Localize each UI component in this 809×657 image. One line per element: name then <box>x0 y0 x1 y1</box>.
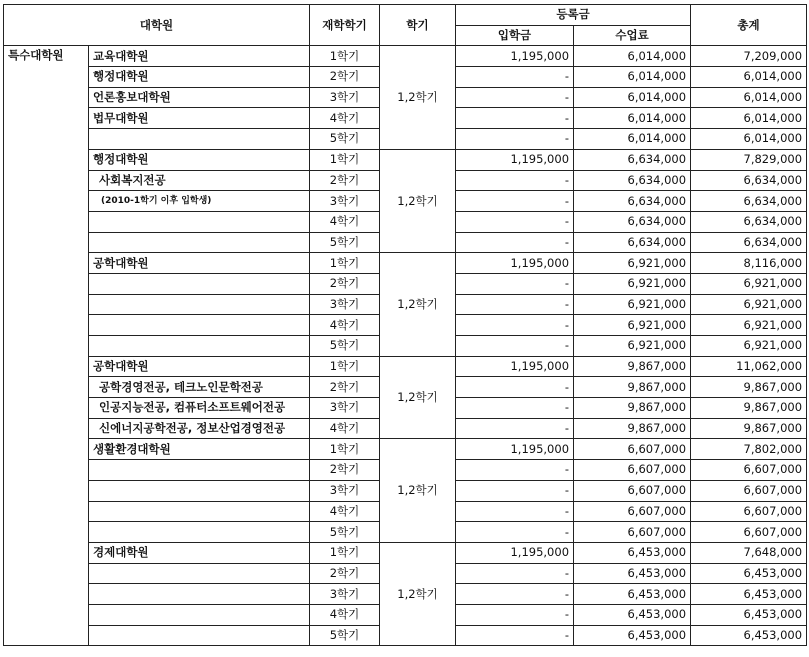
admission-cell: 1,195,000 <box>456 356 574 377</box>
group-label <box>89 501 310 522</box>
header-enrolled: 재학학기 <box>310 5 380 46</box>
table-row <box>4 46 807 67</box>
total-cell: 6,453,000 <box>691 584 807 605</box>
admission-cell: - <box>456 273 574 294</box>
tuition-cell: 6,453,000 <box>574 563 691 584</box>
tuition-cell: 9,867,000 <box>574 377 691 398</box>
admission-cell: 1,195,000 <box>456 253 574 274</box>
group-label: 사회복지전공 <box>89 170 310 191</box>
term-cell: 4학기 <box>310 108 380 129</box>
term-cell: 2학기 <box>310 460 380 481</box>
admission-cell: - <box>456 501 574 522</box>
tuition-cell: 6,634,000 <box>574 232 691 253</box>
term-cell: 3학기 <box>310 191 380 212</box>
tuition-table <box>3 4 807 646</box>
term-cell: 4학기 <box>310 604 380 625</box>
header-admission: 입학금 <box>456 25 574 46</box>
tuition-cell: 6,634,000 <box>574 211 691 232</box>
total-cell: 7,802,000 <box>691 439 807 460</box>
admission-cell: - <box>456 315 574 336</box>
tuition-cell: 6,921,000 <box>574 273 691 294</box>
total-cell: 6,453,000 <box>691 563 807 584</box>
term-cell: 1학기 <box>310 46 380 67</box>
total-cell: 6,921,000 <box>691 273 807 294</box>
term-cell: 2학기 <box>310 67 380 88</box>
admission-cell: - <box>456 377 574 398</box>
group-label: 공학경영전공, 테크노인문학전공 <box>89 377 310 398</box>
admission-cell: - <box>456 108 574 129</box>
term-cell: 1학기 <box>310 149 380 170</box>
term-cell: 5학기 <box>310 232 380 253</box>
tuition-cell: 6,607,000 <box>574 439 691 460</box>
tuition-cell: 6,453,000 <box>574 625 691 646</box>
total-cell: 6,014,000 <box>691 129 807 150</box>
total-cell: 11,062,000 <box>691 356 807 377</box>
tuition-cell: 6,607,000 <box>574 501 691 522</box>
tuition-cell: 6,921,000 <box>574 253 691 274</box>
tuition-cell: 6,634,000 <box>574 191 691 212</box>
term-cell: 2학기 <box>310 377 380 398</box>
semester-note: 1,2학기 <box>380 149 456 252</box>
total-cell: 6,921,000 <box>691 294 807 315</box>
tuition-cell: 6,014,000 <box>574 129 691 150</box>
total-cell: 6,634,000 <box>691 191 807 212</box>
term-cell: 4학기 <box>310 418 380 439</box>
tuition-cell: 6,014,000 <box>574 108 691 129</box>
term-cell: 2학기 <box>310 273 380 294</box>
tuition-cell: 9,867,000 <box>574 418 691 439</box>
total-cell: 6,453,000 <box>691 625 807 646</box>
total-cell: 6,607,000 <box>691 522 807 543</box>
table-row <box>4 439 807 460</box>
term-cell: 4학기 <box>310 315 380 336</box>
term-cell: 2학기 <box>310 170 380 191</box>
table-row <box>4 253 807 274</box>
term-cell: 1학기 <box>310 253 380 274</box>
term-cell: 5학기 <box>310 336 380 357</box>
total-cell: 6,014,000 <box>691 67 807 88</box>
group-label: (2010-1학기 이후 입학생) <box>89 191 310 212</box>
tuition-cell: 6,453,000 <box>574 542 691 563</box>
admission-cell: 1,195,000 <box>456 46 574 67</box>
tuition-cell: 6,607,000 <box>574 480 691 501</box>
term-cell: 3학기 <box>310 398 380 419</box>
term-cell: 2학기 <box>310 563 380 584</box>
group-label <box>89 315 310 336</box>
admission-cell: 1,195,000 <box>456 542 574 563</box>
group-label: 언론홍보대학원 <box>89 87 310 108</box>
term-cell: 5학기 <box>310 129 380 150</box>
admission-cell: - <box>456 170 574 191</box>
admission-cell: - <box>456 129 574 150</box>
table-row <box>4 542 807 563</box>
admission-cell: - <box>456 625 574 646</box>
tuition-cell: 6,607,000 <box>574 522 691 543</box>
admission-cell: - <box>456 191 574 212</box>
total-cell: 9,867,000 <box>691 418 807 439</box>
group-label <box>89 211 310 232</box>
semester-note: 1,2학기 <box>380 439 456 542</box>
semester-note: 1,2학기 <box>380 46 456 149</box>
total-cell: 6,921,000 <box>691 336 807 357</box>
term-cell: 3학기 <box>310 584 380 605</box>
total-cell: 6,634,000 <box>691 170 807 191</box>
total-cell: 6,014,000 <box>691 108 807 129</box>
total-cell: 7,648,000 <box>691 542 807 563</box>
admission-cell: - <box>456 87 574 108</box>
admission-cell: - <box>456 604 574 625</box>
group-label <box>89 460 310 481</box>
term-cell: 1학기 <box>310 439 380 460</box>
header-semester: 학기 <box>380 5 456 46</box>
group-label <box>89 129 310 150</box>
group-label: 법무대학원 <box>89 108 310 129</box>
tuition-cell: 6,921,000 <box>574 315 691 336</box>
admission-cell: - <box>456 398 574 419</box>
total-cell: 7,209,000 <box>691 46 807 67</box>
group-label <box>89 625 310 646</box>
tuition-cell: 6,014,000 <box>574 67 691 88</box>
tuition-cell: 6,607,000 <box>574 460 691 481</box>
term-cell: 3학기 <box>310 480 380 501</box>
tuition-cell: 6,921,000 <box>574 336 691 357</box>
total-cell: 6,634,000 <box>691 211 807 232</box>
term-cell: 4학기 <box>310 211 380 232</box>
group-label <box>89 232 310 253</box>
header-fee: 등록금 <box>456 5 691 26</box>
group-label: 행정대학원 <box>89 149 310 170</box>
group-label: 경제대학원 <box>89 542 310 563</box>
tuition-cell: 9,867,000 <box>574 356 691 377</box>
table-row <box>4 149 807 170</box>
header-tuition: 수업료 <box>574 25 691 46</box>
total-cell: 6,014,000 <box>691 87 807 108</box>
tuition-cell: 6,453,000 <box>574 604 691 625</box>
admission-cell: - <box>456 522 574 543</box>
total-cell: 6,921,000 <box>691 315 807 336</box>
group-label: 공학대학원 <box>89 253 310 274</box>
semester-note: 1,2학기 <box>380 253 456 356</box>
group-label <box>89 336 310 357</box>
group-label: 교육대학원 <box>89 46 310 67</box>
header-total: 총계 <box>691 5 807 46</box>
term-cell: 3학기 <box>310 294 380 315</box>
group-label <box>89 480 310 501</box>
group-label: 신에너지공학전공, 정보산업경영전공 <box>89 418 310 439</box>
total-cell: 9,867,000 <box>691 398 807 419</box>
tuition-cell: 6,634,000 <box>574 149 691 170</box>
admission-cell: - <box>456 480 574 501</box>
total-cell: 7,829,000 <box>691 149 807 170</box>
group-label <box>89 584 310 605</box>
admission-cell: - <box>456 211 574 232</box>
group-label <box>89 604 310 625</box>
admission-cell: - <box>456 584 574 605</box>
term-cell: 1학기 <box>310 542 380 563</box>
total-cell: 6,607,000 <box>691 501 807 522</box>
admission-cell: - <box>456 294 574 315</box>
admission-cell: - <box>456 563 574 584</box>
group-label <box>89 522 310 543</box>
admission-cell: - <box>456 232 574 253</box>
term-cell: 1학기 <box>310 356 380 377</box>
total-cell: 6,607,000 <box>691 460 807 481</box>
tuition-cell: 9,867,000 <box>574 398 691 419</box>
tuition-cell: 6,921,000 <box>574 294 691 315</box>
tuition-cell: 6,453,000 <box>574 584 691 605</box>
table-row <box>4 356 807 377</box>
tuition-cell: 6,634,000 <box>574 170 691 191</box>
term-cell: 5학기 <box>310 522 380 543</box>
admission-cell: 1,195,000 <box>456 439 574 460</box>
category-cell: 특수대학원 <box>4 46 89 646</box>
total-cell: 8,116,000 <box>691 253 807 274</box>
group-label: 공학대학원 <box>89 356 310 377</box>
total-cell: 6,607,000 <box>691 480 807 501</box>
group-label <box>89 563 310 584</box>
total-cell: 6,453,000 <box>691 604 807 625</box>
total-cell: 9,867,000 <box>691 377 807 398</box>
admission-cell: - <box>456 460 574 481</box>
semester-note: 1,2학기 <box>380 542 456 645</box>
group-label: 생활환경대학원 <box>89 439 310 460</box>
tuition-cell: 6,014,000 <box>574 46 691 67</box>
admission-cell: - <box>456 418 574 439</box>
group-label <box>89 294 310 315</box>
total-cell: 6,634,000 <box>691 232 807 253</box>
admission-cell: 1,195,000 <box>456 149 574 170</box>
term-cell: 3학기 <box>310 87 380 108</box>
term-cell: 5학기 <box>310 625 380 646</box>
term-cell: 4학기 <box>310 501 380 522</box>
admission-cell: - <box>456 67 574 88</box>
group-label: 인공지능전공, 컴퓨터소프트웨어전공 <box>89 398 310 419</box>
admission-cell: - <box>456 336 574 357</box>
semester-note: 1,2학기 <box>380 356 456 439</box>
group-label <box>89 273 310 294</box>
group-label: 행정대학원 <box>89 67 310 88</box>
header-grad: 대학원 <box>4 5 310 46</box>
tuition-cell: 6,014,000 <box>574 87 691 108</box>
